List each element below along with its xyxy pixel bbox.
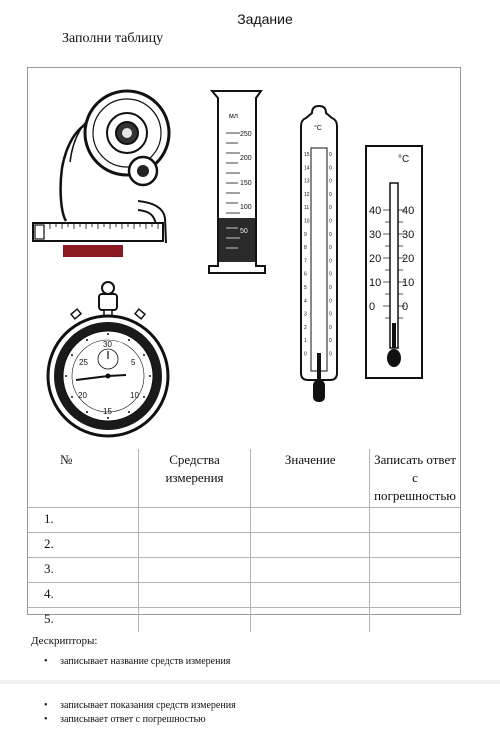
table-header-row <box>28 449 460 508</box>
tape-measure-icon <box>33 91 169 243</box>
page-separator <box>0 680 500 684</box>
stopwatch-number: 25 <box>79 358 88 367</box>
table-row <box>28 508 460 533</box>
instrument-cell[interactable] <box>138 533 251 558</box>
thermometer1-scale-mark: 0 <box>329 231 332 238</box>
task-subtitle: Заполни таблицу <box>62 31 164 46</box>
thermometer1-scale-label: 10 <box>304 218 310 225</box>
value-cell[interactable] <box>251 583 370 608</box>
table-row <box>28 608 460 633</box>
thermometer1-scale-label: 2 <box>304 324 307 331</box>
cylinder-tick-label: 50 <box>240 228 248 235</box>
answer-cell[interactable] <box>370 558 460 583</box>
thermometer1-scale-mark: 0 <box>329 218 332 225</box>
thermometer1-scale-label: 5 <box>304 285 307 291</box>
value-cell[interactable] <box>251 508 370 533</box>
row-number: 3. <box>28 558 138 583</box>
descriptor-item: • записывает ответ с погрешностью <box>44 713 236 727</box>
descriptor-item: • записывает название средств измерения <box>44 655 230 669</box>
value-cell[interactable] <box>251 533 370 558</box>
col-header-answer: Записать ответ с погрешностью <box>370 449 460 508</box>
row-number: 1. <box>28 508 138 533</box>
table-row <box>28 533 460 558</box>
descriptor-item: • записывает показания средств измерения <box>44 699 236 713</box>
cylinder-tick-label: 250 <box>240 131 252 138</box>
col-header-value: Значение <box>251 449 370 508</box>
thermometer2-scale-label-right: 30 <box>402 229 415 241</box>
thermometer1-scale-mark: 0 <box>329 298 332 305</box>
table-row <box>28 558 460 583</box>
row-number: 2. <box>28 533 138 558</box>
thermometer2-scale-label-left: 20 <box>369 253 382 265</box>
thermometer1-scale-mark: 0 <box>329 338 332 345</box>
stopwatch-icon <box>48 282 168 436</box>
row-number: 5. <box>28 608 138 633</box>
instrument-cell[interactable] <box>138 608 251 633</box>
descriptor-list <box>44 699 236 727</box>
thermometer2-scale-label-left: 0 <box>369 301 376 313</box>
thermometer2-scale-label-right: 20 <box>402 253 415 265</box>
thermometer1-scale-mark: 0 <box>329 191 332 198</box>
measuring-cylinder-icon <box>209 91 265 273</box>
task-title: Задание <box>237 11 293 27</box>
thermometer1-scale-label: 13 <box>304 178 310 185</box>
stopwatch-number: 30 <box>103 340 112 349</box>
thermometer2-scale-label-left: 30 <box>369 229 382 241</box>
thermometer1-unit: °С <box>314 125 322 132</box>
thermometer2-unit: °С <box>398 154 410 165</box>
thermometer1-scale-mark: 0 <box>329 205 332 212</box>
thermometer-icon <box>301 106 337 402</box>
instrument-cell[interactable] <box>138 508 251 533</box>
instrument-cell[interactable] <box>138 583 251 608</box>
thermometer2-scale-label-right: 40 <box>402 205 415 217</box>
thermometer1-scale-label: 0 <box>304 351 307 358</box>
thermometer1-scale-mark: 0 <box>329 152 332 158</box>
col-header-number: № <box>28 449 138 508</box>
cylinder-unit-label: мл <box>229 113 238 120</box>
thermometer2-scale-label-right: 10 <box>402 277 415 289</box>
stopwatch-number: 5 <box>131 358 136 367</box>
thermometer1-scale-label: 7 <box>304 258 307 265</box>
answer-cell[interactable] <box>370 508 460 533</box>
cylinder-tick-label: 100 <box>240 204 252 211</box>
answer-cell[interactable] <box>370 608 460 633</box>
descriptor-list <box>44 655 230 669</box>
thermometer1-scale-label: 6 <box>304 271 307 278</box>
stopwatch-number: 20 <box>78 391 87 400</box>
thermometer1-scale-label: 14 <box>304 165 310 172</box>
answer-bar <box>63 245 123 257</box>
answer-cell[interactable] <box>370 583 460 608</box>
thermometer1-scale-label: 3 <box>304 311 307 318</box>
value-cell[interactable] <box>251 608 370 633</box>
thermometer2-scale-label-left: 10 <box>369 277 382 289</box>
answer-cell[interactable] <box>370 533 460 558</box>
thermometer2-scale-label-right: 0 <box>402 301 409 313</box>
col-header-instrument: Средства измерения <box>138 449 251 508</box>
thermometer1-scale-mark: 0 <box>329 285 332 291</box>
instrument-cell[interactable] <box>138 558 251 583</box>
thermometer1-scale-label: 12 <box>304 191 310 198</box>
thermometer2-scale-label-left: 40 <box>369 205 382 217</box>
thermometer1-scale-label: 15 <box>304 152 310 158</box>
stopwatch-number: 15 <box>103 407 112 416</box>
task-sheet <box>27 67 461 626</box>
descriptors-title: Дескрипторы: <box>31 635 98 647</box>
thermometer1-scale-mark: 0 <box>329 178 332 185</box>
thermometer1-scale-label: 1 <box>304 338 307 345</box>
cylinder-tick-label: 200 <box>240 155 252 162</box>
table-row <box>28 583 460 608</box>
thermometer1-scale-label: 8 <box>304 245 307 252</box>
thermometer1-scale-label: 9 <box>304 231 307 238</box>
thermometer1-scale-mark: 0 <box>329 324 332 331</box>
answer-table <box>28 449 460 632</box>
cylinder-tick-label: 150 <box>240 180 252 187</box>
thermometer1-scale-mark: 0 <box>329 258 332 265</box>
thermometer1-scale-mark: 0 <box>329 311 332 318</box>
thermometer1-scale-mark: 0 <box>329 271 332 278</box>
stopwatch-number: 10 <box>130 391 139 400</box>
thermometer1-scale-mark: 0 <box>329 351 332 358</box>
thermometer1-scale-mark: 0 <box>329 165 332 172</box>
value-cell[interactable] <box>251 558 370 583</box>
thermometer1-scale-label: 4 <box>304 298 307 305</box>
thermometer-wide-icon <box>366 146 422 378</box>
thermometer1-scale-label: 11 <box>304 205 310 212</box>
row-number: 4. <box>28 583 138 608</box>
thermometer1-scale-mark: 0 <box>329 245 332 252</box>
instruments-illustration <box>28 68 460 449</box>
